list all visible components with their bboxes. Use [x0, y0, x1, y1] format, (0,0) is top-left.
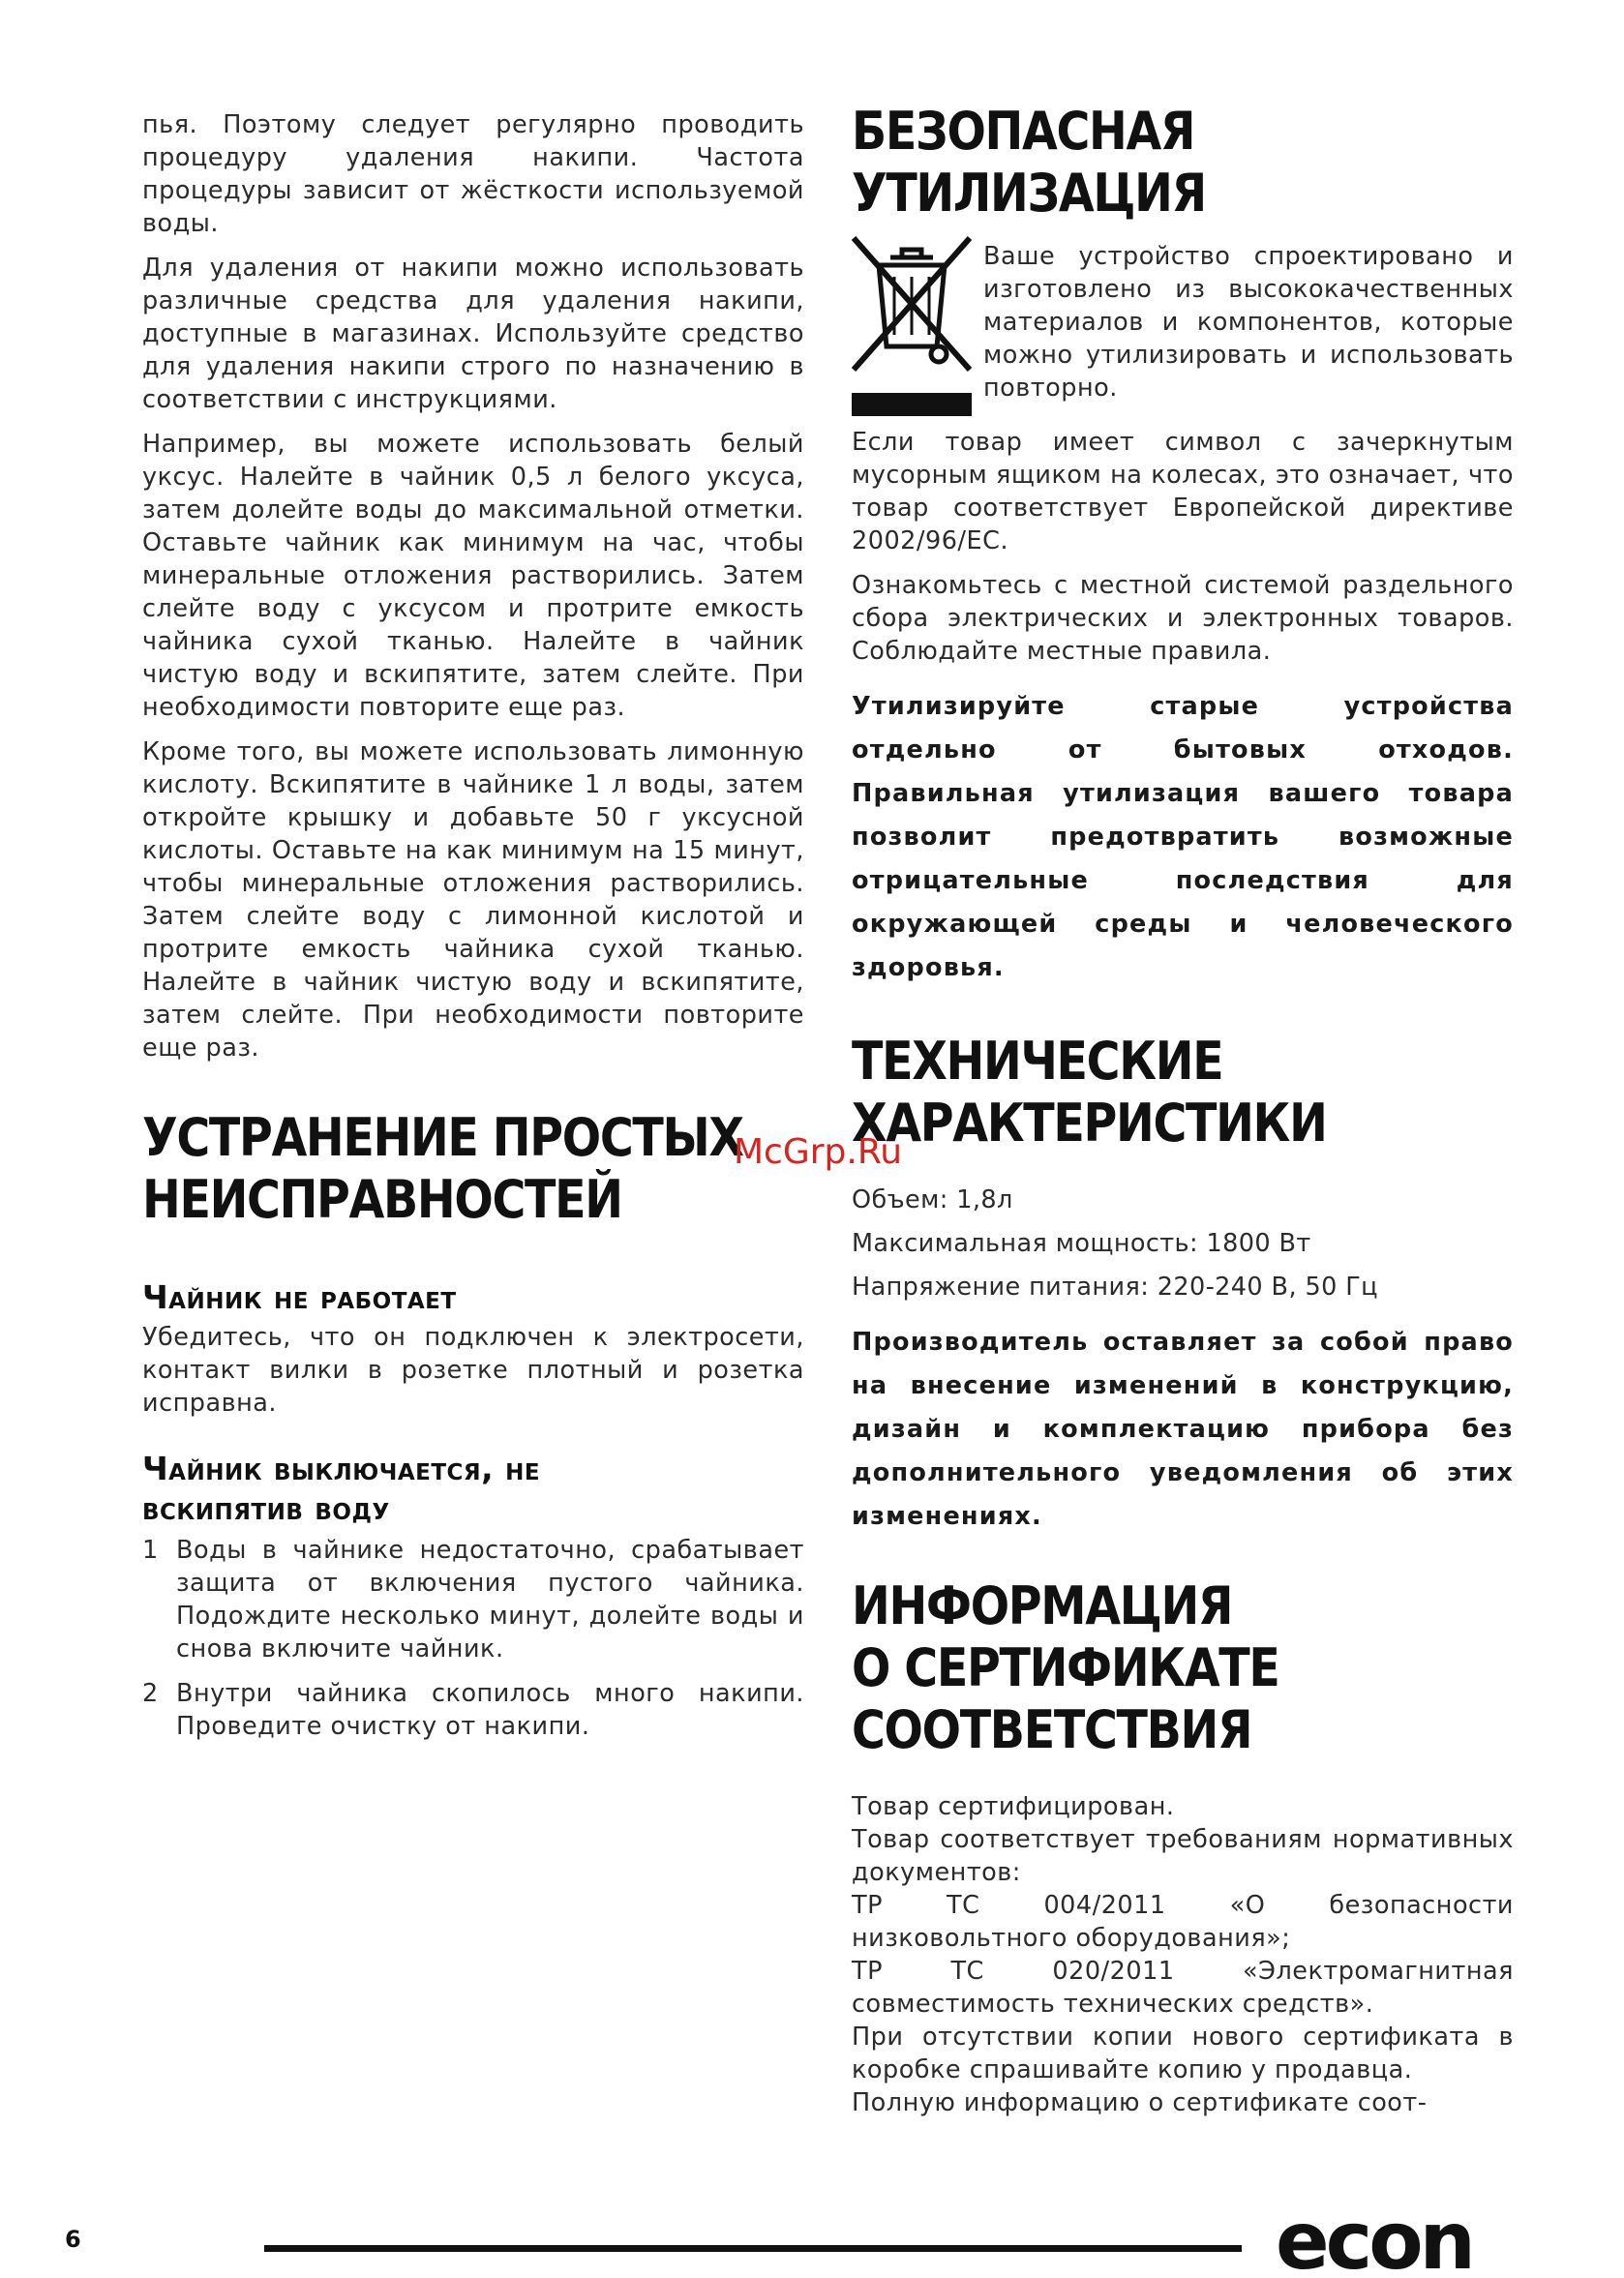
certificate-section: [852, 1575, 1514, 2119]
logo-text: econ: [1276, 2208, 1472, 2278]
specs-title-line1: ТЕХНИЧЕСКИЕ: [852, 1031, 1223, 1092]
list-number: 1: [142, 1536, 159, 1565]
crossed-bin-wrapper: [852, 236, 972, 416]
list-item: [142, 1534, 804, 1665]
page-number: 6: [65, 2226, 81, 2253]
list-text: Внутри чайника скопилось много накипи. Проведите очистку от накипи.: [176, 1679, 804, 1741]
issue1-text: Убедитесь, что он подключен к электросети, контакт вилки в розетке плотный и розетка исправна.: [142, 1323, 804, 1418]
certificate-line: При отсутствии копии нового сертификата в коробке спрашивайте копию у продавца.: [852, 2023, 1514, 2084]
spec-voltage: Напряжение питания: 220-240 В, 50 Гц: [852, 1273, 1378, 1302]
specs-section: [852, 1031, 1514, 1539]
troubleshooting-section: [142, 1107, 804, 1743]
paragraph: Кроме того, вы можете использовать лимонную кислоту. Вскипятите в чайнике 1 л воды, затем откройте крышку и добавьте 50 г уксусной кислоты. Оставьте на как минимум на 15 минут, чтобы минеральные отложения растворились. Затем слейте воду с лимонной кислотой и протрите емкость чайника сухой тканью. Налейте в чайник чистую воду и вскипятите, затем слейте. При необходимости повторите еще раз.: [142, 737, 804, 1063]
paragraph: пья. Поэтому следует регулярно проводить процедуру удаления накипи. Частота процедуры зависит от жёсткости используемой воды.: [142, 110, 804, 238]
recycle-block: [852, 236, 1514, 416]
paragraph: Для удаления от накипи можно использовать различные средства для удаления накипи, доступные в магазинах. Используйте средство для удаления накипи строго по назначению в соответствии с инструкциями.: [142, 254, 804, 414]
issue2-title-line2: вскипятив воду: [142, 1489, 390, 1527]
certificate-title-line2: О СЕРТИФИКАТЕ: [852, 1637, 1279, 1698]
list-text: Воды в чайнике недостаточно, срабатывает защита от включения пустого чайника. Подождите несколько минут, долейте воды и снова включите чайник.: [176, 1536, 804, 1664]
disposal-icon-text: Ваше устройство спроектировано и изготовлено из высококачественных материалов и компонентов, которые можно утилизировать и использовать повторно.: [983, 242, 1514, 403]
watermark: McGrp.Ru: [734, 1132, 903, 1172]
crossed-out-bin-icon: [852, 236, 972, 372]
specs-bold: Производитель оставляет за собой право на внесение изменений в конструкцию, дизайн и комплектацию прибора без дополнительного уведомления об этих изменениях.: [852, 1328, 1514, 1531]
certificate-line: ТР ТС 004/2011 «О безопасности низковольтного оборудования»;: [852, 1891, 1514, 1953]
disposal-title-line1: БЕЗОПАСНАЯ: [852, 101, 1195, 162]
spec-volume: Объем: 1,8л: [852, 1185, 1013, 1214]
bin-underline-bar: [852, 393, 972, 416]
disposal-title-line2: УТИЛИЗАЦИЯ: [852, 163, 1206, 224]
spec-power: Максимальная мощность: 1800 Вт: [852, 1229, 1311, 1258]
certificate-line: Товар соответствует требованиям нормативных документов:: [852, 1825, 1514, 1887]
disposal-section: [852, 101, 1514, 990]
certificate-text: [852, 1790, 1514, 2119]
paragraph: Например, вы можете использовать белый уксус. Налейте в чайник 0,5 л белого уксуса, затем долейте воды до максимальной отметки. Оставьте чайник как минимум на час, чтобы минеральные отложения растворились. Затем слейте воду с уксусом и протрите емкость чайника сухой тканью. Налейте в чайник чистую воду и вскипятите, затем слейте. При необходимости повторите еще раз.: [142, 430, 804, 722]
specs-title-line2: ХАРАКТЕРИСТИКИ: [852, 1093, 1327, 1154]
certificate-line: ТР ТС 020/2011 «Электромагнитная совместимость технических средств».: [852, 1957, 1514, 2019]
disposal-para2: Ознакомьтесь с местной системой раздельного сбора электрических и электронных товаров. Соблюдайте местные правила.: [852, 571, 1514, 666]
troubleshooting-title-line1: УСТРАНЕНИЕ ПРОСТЫХ: [142, 1107, 743, 1168]
disposal-para1: Если товар имеет символ с зачеркнутым мусорным ящиком на колесах, это означает, что товар соответствует Европейской директиве 2002/96/EC.: [852, 428, 1514, 555]
issue1-title: Чайник не работает: [142, 1278, 457, 1316]
left-column: [142, 108, 804, 1754]
econ-logo: [1276, 2208, 1514, 2278]
list-item: [142, 1677, 804, 1743]
certificate-title-line1: ИНФОРМАЦИЯ: [852, 1575, 1233, 1636]
certificate-title-line3: СООТВЕТСТВИЯ: [852, 1699, 1252, 1760]
issue2-title-line1: Чайник выключается, не: [142, 1450, 541, 1487]
troubleshooting-title-line2: НЕИСПРАВНОСТЕЙ: [142, 1169, 622, 1230]
certificate-line: Полную информацию о сертификате соот-: [852, 2088, 1428, 2117]
disposal-bold: Утилизируйте старые устройства отдельно от бытовых отходов. Правильная утилизация вашего товара позволит предотвратить возможные отрицательные последствия для окружающей среды и человеческого здоровья.: [852, 692, 1514, 982]
list-number: 2: [142, 1679, 159, 1708]
right-column: [852, 101, 1514, 2119]
issue2-list: [142, 1534, 804, 1743]
certificate-line: Товар сертифицирован.: [852, 1792, 1175, 1821]
footer-divider: [264, 2245, 1242, 2252]
